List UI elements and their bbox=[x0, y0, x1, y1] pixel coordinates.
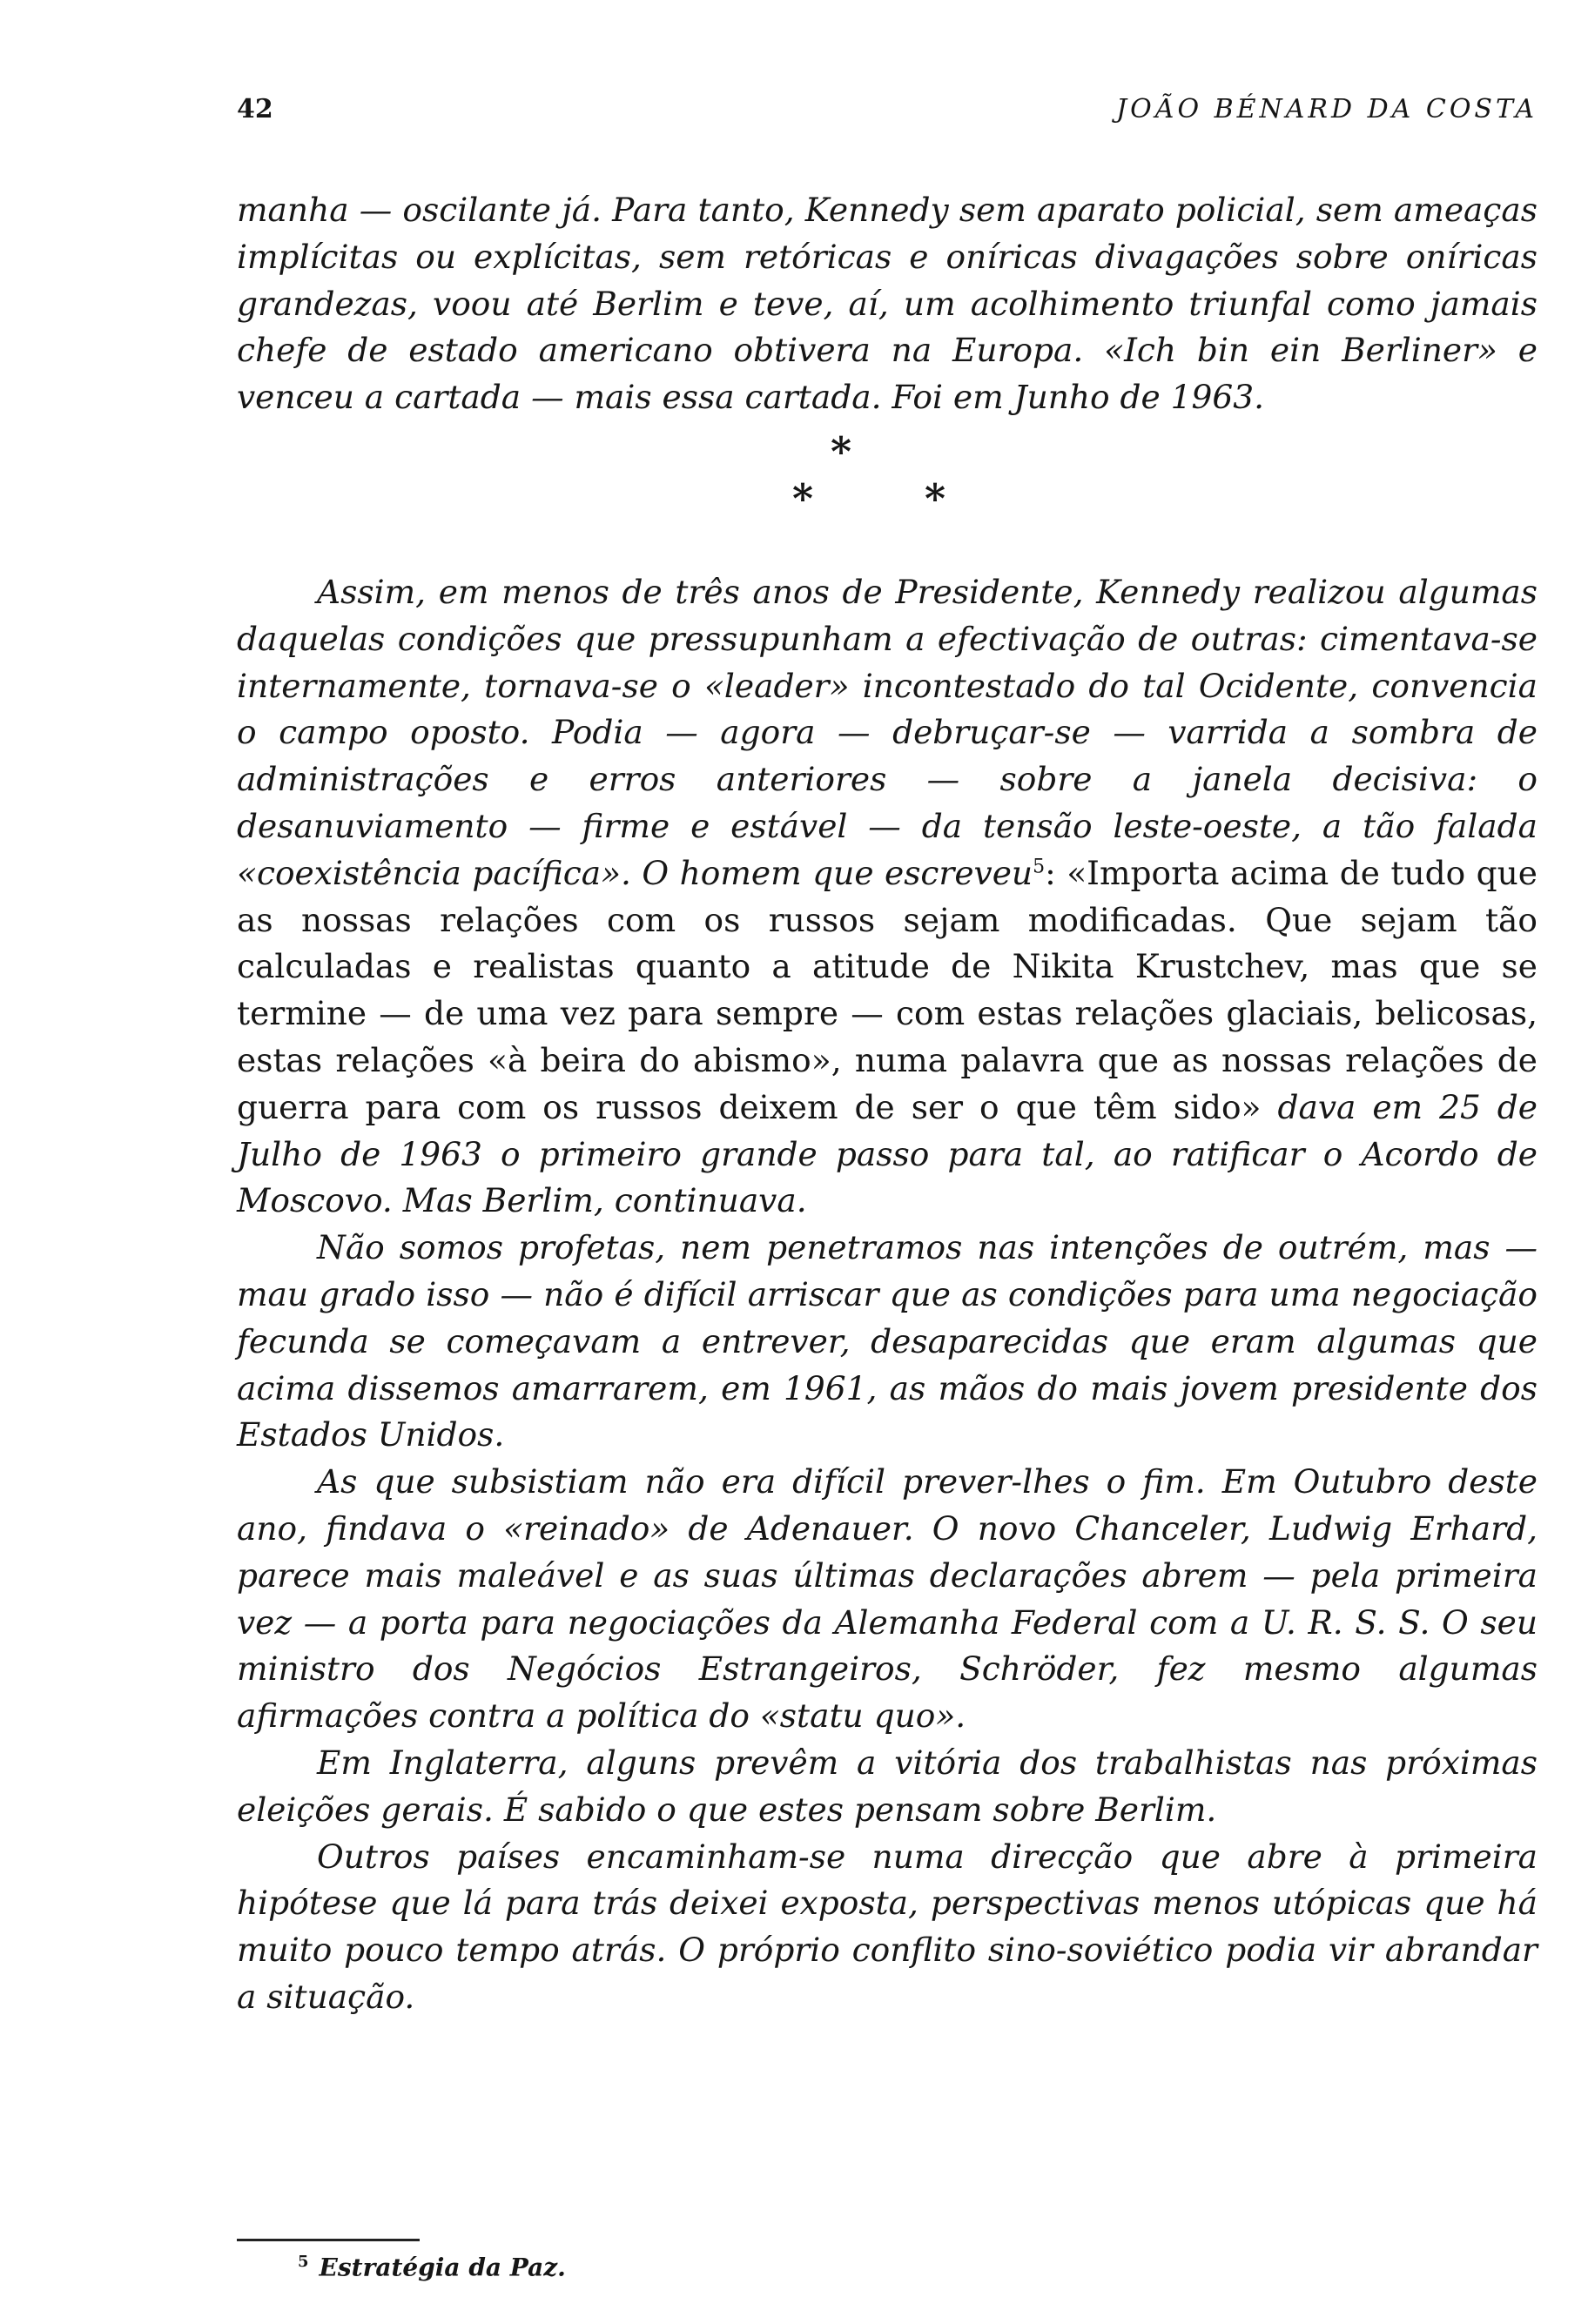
paragraph-assim-italic-end: dava em 25 de Julho de 1963 o primeiro grande passo para tal, ao ratificar o Acordo de Moscovo. Mas Berlim, continuava. bbox=[237, 1087, 1538, 1220]
asterism-star-top: * bbox=[831, 427, 852, 475]
paragraph-assim-italic: Assim, em menos de três anos de Presidente, Kennedy realizou algumas daquelas condições que pressupunham a efectivação de outras: cimentava-se internamente, tornava-se o «leader» incontestado do tal Ocidente, convencia o campo oposto. Podia — agora — debruçar-se — varrida a sombra de administrações e erros anteriores — sobre a janela decisiva: o desanuviamento — firme e estável — da tensão leste-oeste, a tão falada «coexistência pacífica». O homem que escreveu bbox=[237, 572, 1538, 892]
footnote-reference: 5 bbox=[1033, 856, 1046, 878]
footnote-mark: 5 bbox=[298, 2253, 309, 2271]
page-header bbox=[237, 94, 1538, 138]
paragraph-assim-quote: : «Importa acima de tudo que as nossas relações com os russos sejam modificadas. Que sejam tão calculadas e realistas quanto a atitude de Nikita Krustchev, mas que se termine — de uma vez para sempre — com estas relações glaciais, belicosas, estas relações «à beira do abismo», numa palavra que as nossas relações de guerra para com os russos deixem de ser o que têm sido» bbox=[237, 853, 1538, 1126]
paragraph-profetas: Não somos profetas, nem penetramos nas intenções de outrém, mas — mau grado isso — não é difícil arriscar que as condições para uma negociação fecunda se começavam a entrever, desaparecidas que eram algumas que acima dissemos amarrarem, em 1961, as mãos do mais jovem presidente dos Estados Unidos. bbox=[237, 1228, 1538, 1454]
footnote-text: Estratégia da Paz. bbox=[319, 2253, 566, 2282]
body-text bbox=[237, 187, 1538, 2021]
paragraph-subsistiam: As que subsistiam não era difícil prever-lhes o fim. Em Outubro deste ano, findava o «reinado» de Adenauer. O novo Chanceler, Ludwig Erhard, parece mais maleável e as suas últimas declarações abrem — pela primeira vez — a porta para negociações da Alemanha Federal com a U. R. S. S. O seu ministro dos Negócios Estrangeiros, Schröder, fez mesmo algumas afirmações contra a política do «statu quo». bbox=[237, 1462, 1538, 1736]
paragraph-continuation: manha — oscilante já. Para tanto, Kennedy sem aparato policial, sem ameaças implícitas ou explícitas, sem retóricas e oníricas divagações sobre oníricas grandezas, voou até Berlim e teve, aí, um acolhimento triunfal como jamais chefe de estado americano obtivera na Europa. «Ich bin ein Berliner» e venceu a cartada — mais essa cartada. Foi em Junho de 1963. bbox=[237, 191, 1538, 417]
paragraph-inglaterra: Em Inglaterra, alguns prevêm a vitória dos trabalhistas nas próximas eleições gerais. É sabido o que estes pensam sobre Berlim. bbox=[237, 1743, 1538, 1829]
asterism-star-left: * bbox=[792, 474, 814, 522]
paragraph-assim bbox=[237, 569, 1538, 1225]
page-number: 42 bbox=[237, 94, 273, 124]
asterism-star-right: * bbox=[925, 474, 946, 522]
paragraph-outros-paises: Outros países encaminham-se numa direcção que abre à primeira hipótese que lá para trás deixei exposta, perspectivas menos utópicas que há muito pouco tempo atrás. O próprio conflito sino-soviético podia vir abrandar a situação. bbox=[237, 1837, 1538, 2016]
footnote bbox=[298, 2253, 566, 2281]
footnote-divider bbox=[237, 2239, 420, 2241]
section-break-asterism bbox=[237, 421, 1538, 569]
running-head: JOÃO BÉNARD DA COSTA bbox=[1116, 94, 1538, 124]
